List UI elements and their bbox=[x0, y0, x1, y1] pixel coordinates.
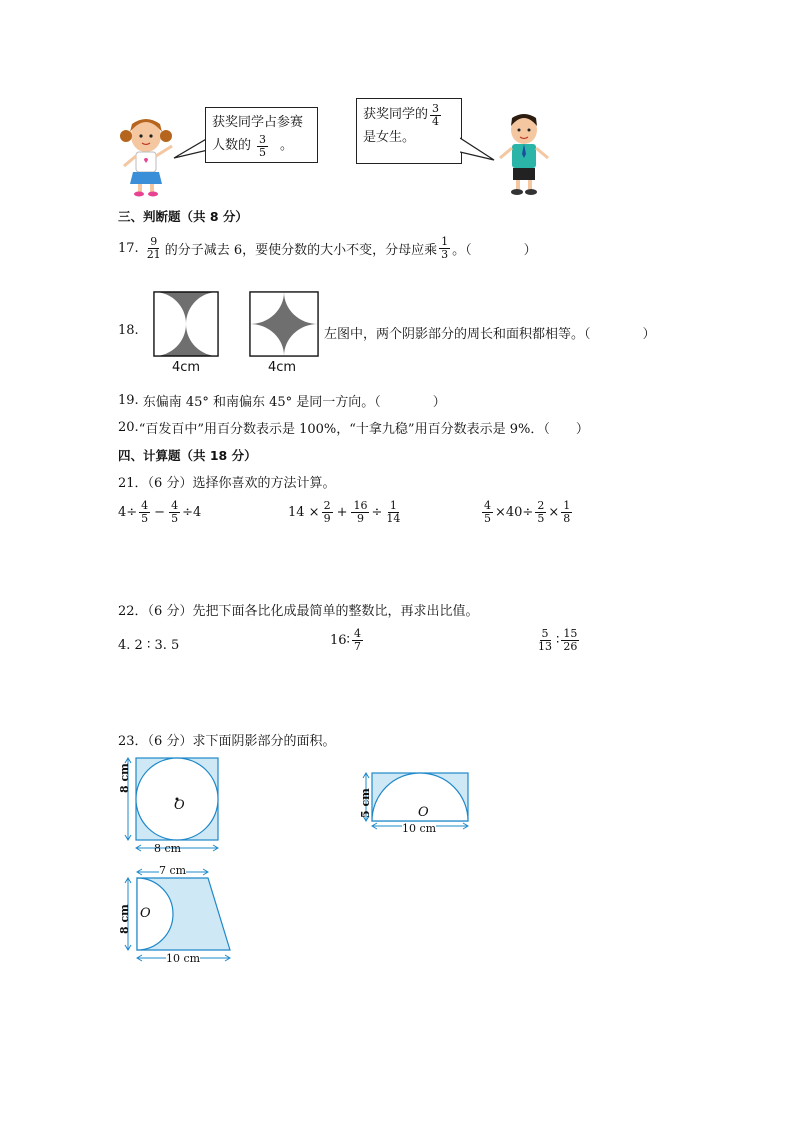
q18-label-left: 4cm bbox=[172, 360, 201, 375]
fig2-center-label: O bbox=[418, 805, 429, 820]
q18-number: 18. bbox=[118, 323, 139, 338]
q22-r3-separator: ∶ bbox=[556, 632, 560, 648]
q17-fraction-1: $\frac{9}{21}$ bbox=[146, 235, 161, 261]
boy-bubble-fraction: $\frac{3}{4}$ bbox=[432, 102, 440, 128]
q20-number: 20. bbox=[118, 420, 139, 435]
q21-e2-fraction-2: $\frac{16}{9}$ bbox=[353, 499, 368, 525]
q23-figure-1 bbox=[120, 752, 224, 856]
girl-illustration bbox=[116, 108, 176, 198]
q20-text: “百发百中”用百分数表示是 100%，“十拿九稳”用百分数表示是 9%．（ ） bbox=[138, 422, 589, 437]
boy-illustration bbox=[494, 108, 554, 198]
boy-bubble-line2: 是女生。 bbox=[363, 130, 416, 146]
fig1-bottom-label: 8 cm bbox=[154, 842, 182, 855]
q22-r2-part-a: 16∶ bbox=[330, 632, 350, 648]
girl-bubble-fraction: $\frac{3}{5}$ bbox=[259, 133, 267, 159]
fig3-center-label: O bbox=[140, 906, 151, 921]
fig2-bottom-label: 10 cm bbox=[402, 822, 437, 835]
q21-e2-fraction-3: $\frac{1}{14}$ bbox=[386, 499, 401, 525]
girl-speech-bubble bbox=[205, 107, 318, 163]
fig3-bottom-label: 10 cm bbox=[166, 952, 201, 965]
q22-ratio-2 bbox=[330, 628, 365, 652]
q21-e1-fraction-2: $\frac{4}{5}$ bbox=[171, 499, 179, 525]
q18-text: 左图中，两个阴影部分的周长和面积都相等。（ ） bbox=[324, 327, 656, 342]
q23-title: 23．（6 分）求下面阴影部分的面积。 bbox=[118, 734, 336, 749]
q22-r3-fraction-1: $\frac{5}{13}$ bbox=[538, 627, 552, 653]
girl-bubble-tail bbox=[172, 136, 208, 160]
question-20 bbox=[118, 418, 589, 437]
q21-e1-fraction-1: $\frac{4}{5}$ bbox=[141, 499, 149, 525]
q21-title: 21．（6 分）选择你喜欢的方法计算。 bbox=[118, 476, 336, 491]
q21-e2-fraction-1: $\frac{2}{9}$ bbox=[323, 499, 331, 525]
q17-number: 17. bbox=[118, 240, 139, 256]
section-3-title: 三、判断题（共 8 分） bbox=[118, 209, 248, 224]
q21-e1-operator: − bbox=[154, 504, 166, 520]
girl-bubble-line1: 获奖同学占参赛 bbox=[212, 115, 304, 130]
q18-figure-left bbox=[153, 291, 219, 357]
q21-e1-part-a: 4÷ bbox=[118, 504, 138, 520]
fig1-left-label: 8 cm bbox=[118, 763, 131, 793]
q18-figure-right bbox=[249, 291, 319, 357]
q22-title: 22．（6 分）先把下面各比化成最简单的整数比，再求出比值。 bbox=[118, 604, 479, 619]
q21-e3-fraction-3: $\frac{1}{8}$ bbox=[563, 499, 571, 525]
q21-e3-fraction-2: $\frac{2}{5}$ bbox=[537, 499, 545, 525]
boy-speech-bubble bbox=[356, 98, 462, 164]
section-4-title: 四、计算题（共 18 分） bbox=[118, 448, 257, 463]
q21-expression-3 bbox=[480, 500, 574, 524]
boy-bubble-line1-prefix: 获奖同学的 bbox=[363, 107, 429, 123]
q22-ratio-1: 4. 2 ∶ 3. 5 bbox=[118, 638, 180, 653]
q21-e2-operator: + bbox=[336, 504, 348, 520]
q21-e3-part-a: ×40÷ bbox=[495, 504, 534, 520]
q17-text-2: 。（ ） bbox=[452, 242, 537, 258]
q21-e1-part-b: ÷4 bbox=[182, 504, 202, 520]
q21-e3-part-b: × bbox=[548, 504, 560, 520]
q19-text: 东偏南 45° 和南偏东 45° 是同一方向。（ ） bbox=[142, 395, 446, 410]
fig2-left-label: 5 cm bbox=[359, 788, 372, 818]
q17-text-1: 的分子减去 6，要使分数的大小不变，分母应乘 bbox=[164, 242, 438, 258]
q21-expression-1 bbox=[118, 500, 201, 524]
q21-e2-part-b: ÷ bbox=[371, 504, 383, 520]
q17-fraction-2: $\frac{1}{3}$ bbox=[441, 235, 449, 261]
q22-r2-fraction: $\frac{4}{7}$ bbox=[353, 627, 361, 653]
q18-label-right: 4cm bbox=[268, 360, 297, 375]
fig1-center-label: O bbox=[174, 798, 185, 813]
q19-number: 19. bbox=[118, 393, 139, 408]
question-17 bbox=[118, 236, 537, 260]
fig3-left-label: 8 cm bbox=[118, 904, 131, 934]
q21-expression-2 bbox=[288, 500, 404, 524]
q22-r3-fraction-2: $\frac{15}{26}$ bbox=[563, 627, 578, 653]
q21-e3-fraction-1: $\frac{4}{5}$ bbox=[484, 499, 491, 525]
q22-ratio-3 bbox=[534, 628, 581, 652]
boy-bubble-tail bbox=[460, 136, 496, 162]
girl-bubble-line2-prefix: 人数的 bbox=[212, 138, 252, 154]
girl-bubble-line2-suffix: 。 bbox=[280, 138, 294, 154]
fig3-top-label: 7 cm bbox=[159, 864, 187, 877]
question-19 bbox=[118, 391, 446, 410]
q21-e2-part-a: 14 × bbox=[288, 504, 320, 520]
